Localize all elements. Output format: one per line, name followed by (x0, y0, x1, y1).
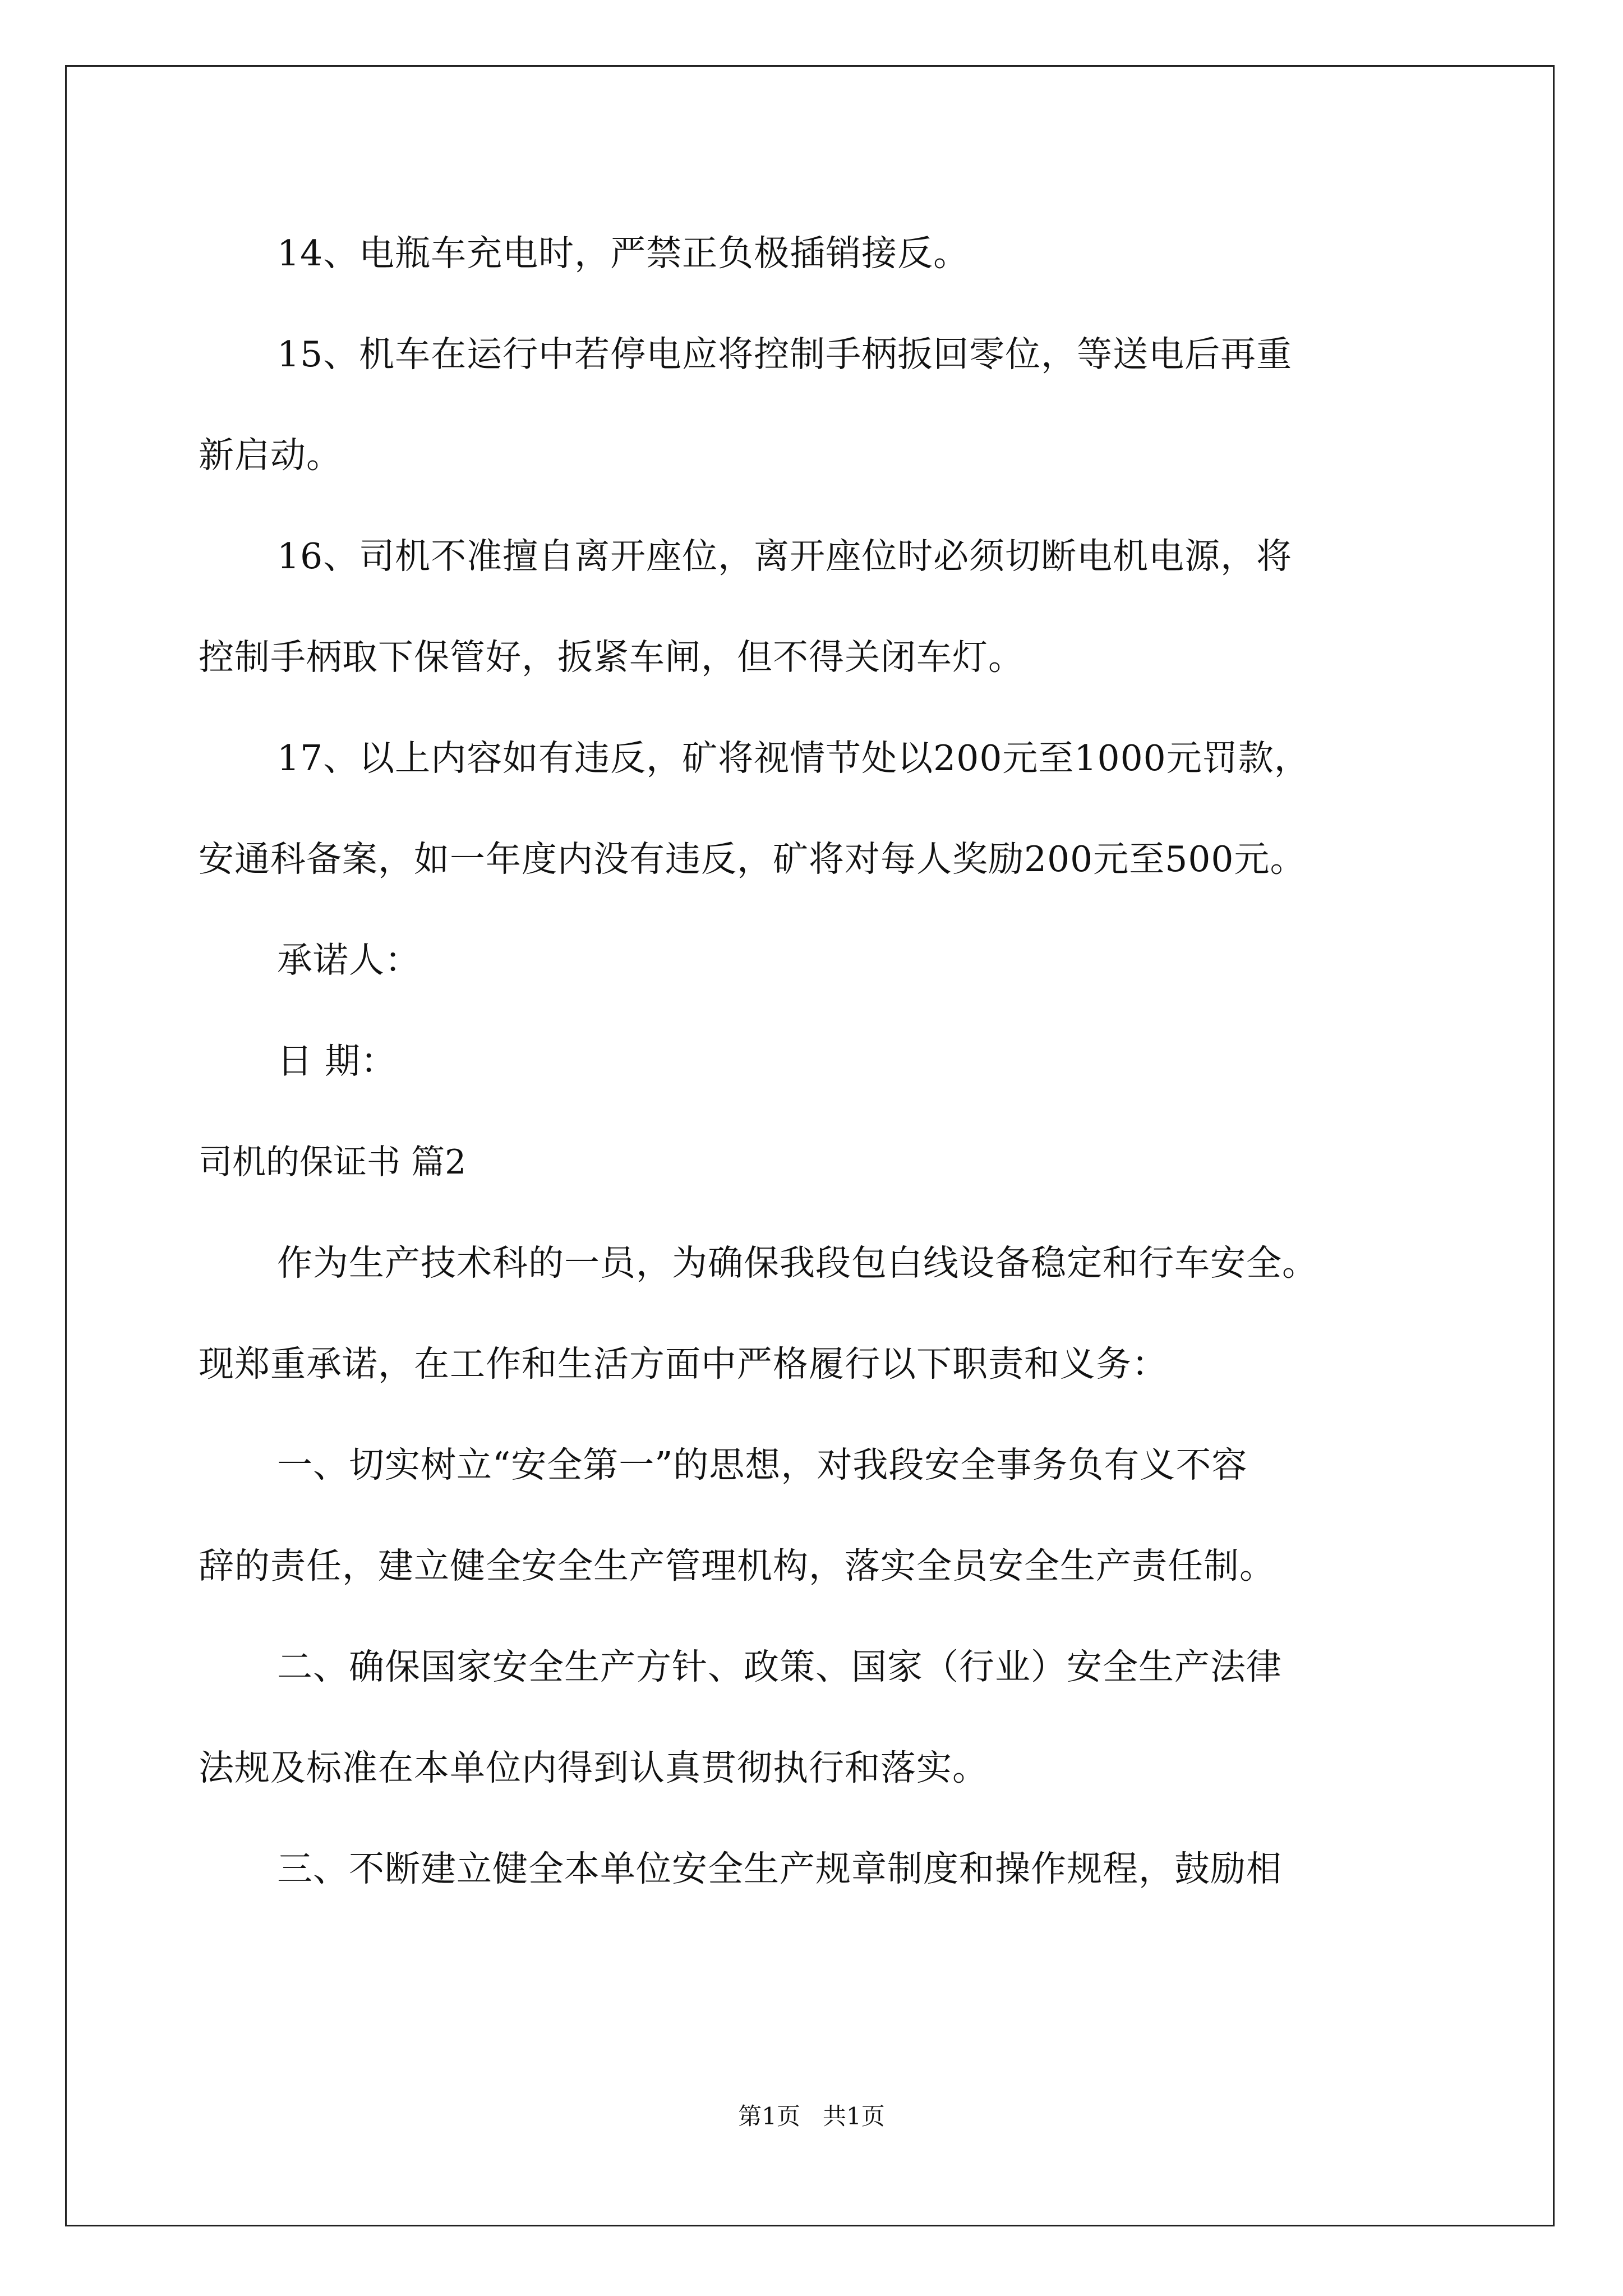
intro-line-1: 作为生产技术科的一员，为确保我段包白线设备稳定和行车安全。 (277, 1243, 1318, 1283)
page-footer: 第1页 共1页 (738, 2102, 885, 2130)
item-1-line-1: 一、切实树立“安全第一”的思想，对我段安全事务负有义不容 (277, 1444, 1248, 1485)
paragraph-17-line-1: 17、以上内容如有违反，矿将视情节处以200元至1000元罚款， (277, 738, 1310, 779)
section-heading: 司机的保证书 篇2 (199, 1143, 467, 1182)
signer-label: 承诺人： (277, 940, 421, 981)
date-label: 日 期： (277, 1041, 397, 1082)
paragraph-16-line-2: 控制手柄取下保管好，扳紧车闸，但不得关闭车灯。 (199, 637, 1024, 678)
paragraph-14: 14、电瓶车充电时，严禁正负极插销接反。 (277, 233, 970, 274)
paragraph-15-line-2: 新启动。 (199, 435, 342, 476)
item-1-line-2: 辞的责任，建立健全安全生产管理机构，落实全员安全生产责任制。 (199, 1545, 1275, 1586)
paragraph-15-line-1: 15、机车在运行中若停电应将控制手柄扳回零位，等送电后再重 (277, 334, 1293, 375)
paragraph-16-line-1: 16、司机不准擅自离开座位，离开座位时必须切断电机电源，将 (277, 536, 1293, 577)
paragraph-17-line-2: 安通科备案，如一年度内没有违反，矿将对每人奖励200元至500元。 (199, 839, 1306, 880)
item-2-line-1: 二、确保国家安全生产方针、政策、国家（行业）安全生产法律 (277, 1646, 1282, 1687)
item-3-line-1: 三、不断建立健全本单位安全生产规章制度和操作规程，鼓励相 (277, 1848, 1282, 1889)
item-2-line-2: 法规及标准在本单位内得到认真贯彻执行和落实。 (199, 1747, 988, 1788)
intro-line-2: 现郑重承诺，在工作和生活方面中严格履行以下职责和义务： (199, 1343, 1168, 1384)
